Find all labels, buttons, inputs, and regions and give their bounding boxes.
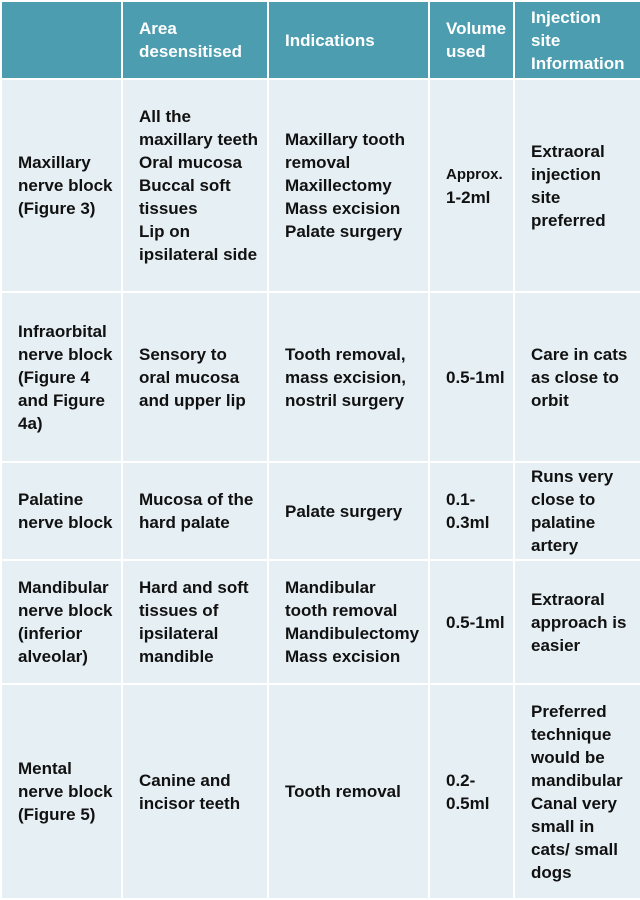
- indications-cell: [268, 560, 429, 684]
- volume-cell: 0.5-1ml: [429, 560, 514, 684]
- volume-qualifier: Approx.: [446, 165, 503, 183]
- area-cell: Hard and soft tissues of ipsilateral mandible: [122, 560, 268, 684]
- volume-cell: 0.5-1ml: [429, 292, 514, 462]
- volume-value: 1-2ml: [446, 187, 491, 207]
- volume-cell: [429, 79, 514, 292]
- indication-line: Mandibular tooth removal: [285, 578, 398, 620]
- indication-line: Maxillectomy: [285, 176, 392, 195]
- indications-cell: Tooth removal, mass excision, nostril surgery: [268, 292, 429, 462]
- indications-cell: Tooth removal: [268, 684, 429, 899]
- block-name: Mandibular nerve block (inferior alveolar): [1, 560, 122, 684]
- injection-info-cell: Preferred technique would be mandibular Canal very small in cats/ small dogs: [514, 684, 640, 899]
- area-cell: Sensory to oral mucosa and upper lip: [122, 292, 268, 462]
- indications-cell: Palate surgery: [268, 462, 429, 560]
- block-name: Palatine nerve block: [1, 462, 122, 560]
- header-injection-site: Injection site Information: [514, 1, 640, 79]
- table-row: [1, 684, 640, 899]
- area-line: Lip on ipsilateral side: [139, 222, 258, 264]
- injection-info-cell: Extraoral injection site preferred: [514, 79, 640, 292]
- volume-cell: 0.2-0.5ml: [429, 684, 514, 899]
- header-blank: [1, 1, 122, 79]
- injection-info-cell: Care in cats as close to orbit: [514, 292, 640, 462]
- area-cell: [122, 79, 268, 292]
- header-volume: Volume used: [429, 1, 514, 79]
- header-row: [1, 1, 640, 79]
- block-name: Infraorbital nerve block (Figure 4 and Figure 4a): [1, 292, 122, 462]
- header-area: Area desensitised: [122, 1, 268, 79]
- indications-cell: [268, 79, 429, 292]
- area-cell: Canine and incisor teeth: [122, 684, 268, 899]
- indication-line: Mass excision: [285, 647, 401, 666]
- table-row: [1, 292, 640, 462]
- block-name: Maxillary nerve block (Figure 3): [1, 79, 122, 292]
- area-cell: Mucosa of the hard palate: [122, 462, 268, 560]
- table-row: [1, 462, 640, 560]
- injection-info-cell: Extraoral approach is easier: [514, 560, 640, 684]
- area-line: All the maxillary teeth: [139, 107, 259, 149]
- header-indications: Indications: [268, 1, 429, 79]
- area-line: Buccal soft tissues: [139, 176, 231, 218]
- area-line: Oral mucosa: [139, 153, 242, 172]
- indication-line: Palate surgery: [285, 222, 403, 241]
- block-name: Mental nerve block (Figure 5): [1, 684, 122, 899]
- indication-line: Mandibulectomy: [285, 624, 420, 643]
- table-row: [1, 79, 640, 292]
- indication-line: Mass excision: [285, 199, 401, 218]
- table-row: [1, 560, 640, 684]
- indication-line: Maxillary tooth removal: [285, 130, 405, 172]
- volume-cell: 0.1-0.3ml: [429, 462, 514, 560]
- injection-info-cell: Runs very close to palatine artery: [514, 462, 640, 560]
